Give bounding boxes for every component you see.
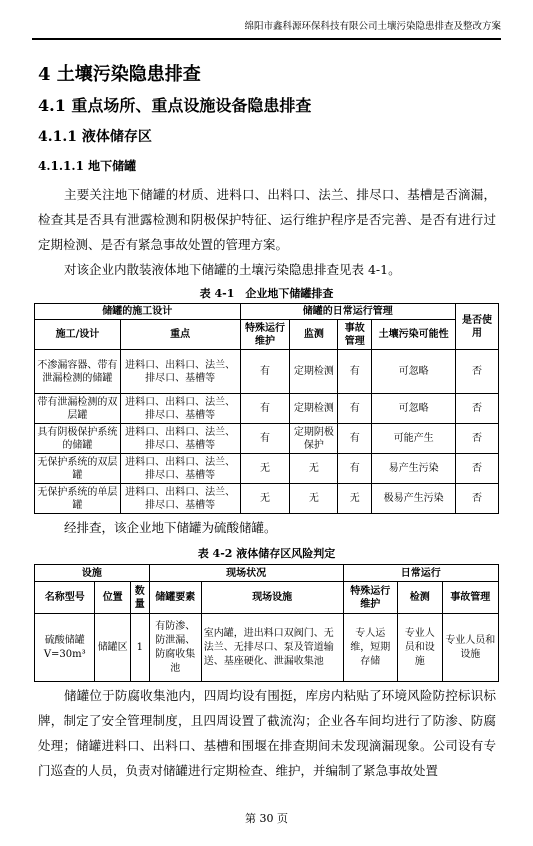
col-soil-risk: 土壤污染可能性 bbox=[372, 320, 456, 350]
paragraph-tank-status: 储罐位于防腐收集池内，四周均设有围挺，库房内粘贴了环境风险防控标识标牌，制定了安全管理制度，且四周设置了截流沟；企业各车间均进行了防渗、防腐处理；储罐进料口、出料口、基槽和围堰在排查期间未发现滴漏现象。公司设有专门巡查的人员，负责对储罐进行定期检查、维护，并编制了紧急事故处置 bbox=[38, 688, 496, 778]
table-row: 带有泄漏检测的双层罐 进料口、出料口、法兰、排尽口、基槽等 有 定期检测 有 可忽略 否 bbox=[35, 394, 499, 424]
table-row: 无保护系统的双层罐 进料口、出料口、法兰、排尽口、基槽等 无 无 有 易产生污染 否 bbox=[35, 454, 499, 484]
col-accident: 事故管理 bbox=[338, 320, 372, 350]
col-monitor: 监测 bbox=[290, 320, 338, 350]
col-name-model: 名称型号 bbox=[35, 582, 95, 614]
heading-level3: 4.1.1 液体储存区 bbox=[38, 129, 152, 145]
col-site-facilities: 现场设施 bbox=[201, 582, 343, 614]
col-design: 施工/设计 bbox=[35, 320, 121, 350]
group-construction-design: 储罐的施工设计 bbox=[35, 304, 241, 320]
table-row: 硫酸储罐 V=30m³ 储罐区 1 有防渗、防泄漏、防腐收集池 室内罐，进出料口双阀门、无法兰、无排尽口、泵及管道输送、基座硬化、泄漏收集池 专人运维，短期存储 专业人员和设施 专业人员和设施 bbox=[35, 614, 499, 682]
group-site-condition: 现场状况 bbox=[149, 565, 343, 582]
heading-level4: 4.1.1.1 地下储罐 bbox=[38, 159, 137, 173]
underground-tank-table bbox=[34, 303, 499, 514]
heading-level1: 4 土壤污染隐患排查 bbox=[38, 64, 201, 85]
col-special-maintenance: 特殊运行维护 bbox=[240, 320, 290, 350]
table-row: 不渗漏容器、带有泄漏检测的储罐 进料口、出料口、法兰、排尽口、基槽等 有 定期检测 有 可忽略 否 bbox=[35, 350, 499, 394]
table-row: 无保护系统的单层罐 进料口、出料口、法兰、排尽口、基槽等 无 无 无 极易产生污染 否 bbox=[35, 484, 499, 514]
table1-caption: 表 4-1 企业地下储罐排查 bbox=[199, 287, 334, 300]
group-daily-operation: 日常运行 bbox=[343, 565, 498, 582]
col-quantity: 数量 bbox=[130, 582, 149, 614]
liquid-storage-risk-table bbox=[34, 564, 499, 682]
col-used: 是否使用 bbox=[456, 304, 499, 350]
col-check: 检测 bbox=[397, 582, 442, 614]
col-location: 位置 bbox=[95, 582, 130, 614]
table2-caption: 表 4-2 液体储存区风险判定 bbox=[197, 547, 336, 560]
paragraph-result: 经排查，该企业地下储罐为硫酸储罐。 bbox=[64, 520, 277, 535]
paragraph-reference: 对该企业内散装液体地下储罐的土壤污染隐患排查见表 4-1。 bbox=[64, 262, 401, 277]
col-tank-requirements: 储罐要素 bbox=[149, 582, 201, 614]
page-header: 绵阳市鑫科源环保科技有限公司土壤污染隐患排查及整改方案 bbox=[32, 18, 501, 40]
group-daily-operation: 储罐的日常运行管理 bbox=[240, 304, 456, 320]
table-row: 具有阴极保护系统的储罐 进料口、出料口、法兰、排尽口、基槽等 有 定期阴极保护 有 可能产生 否 bbox=[35, 424, 499, 454]
col-focus: 重点 bbox=[120, 320, 240, 350]
page-number: 第 30 页 bbox=[245, 812, 288, 825]
group-facility: 设施 bbox=[35, 565, 150, 582]
col-special-maintenance: 特殊运行维护 bbox=[343, 582, 397, 614]
heading-level2: 4.1 重点场所、重点设施设备隐患排查 bbox=[38, 96, 312, 115]
paragraph-focus: 主要关注地下储罐的材质、进料口、出料口、法兰、排尽口、基槽是否滴漏，检查其是否具有泄露检测和阴极保护特征、运行维护程序是否完善、是否有进行过定期检测、是否有紧急事故处置的管理方案。 bbox=[38, 187, 496, 252]
col-accident: 事故管理 bbox=[442, 582, 498, 614]
